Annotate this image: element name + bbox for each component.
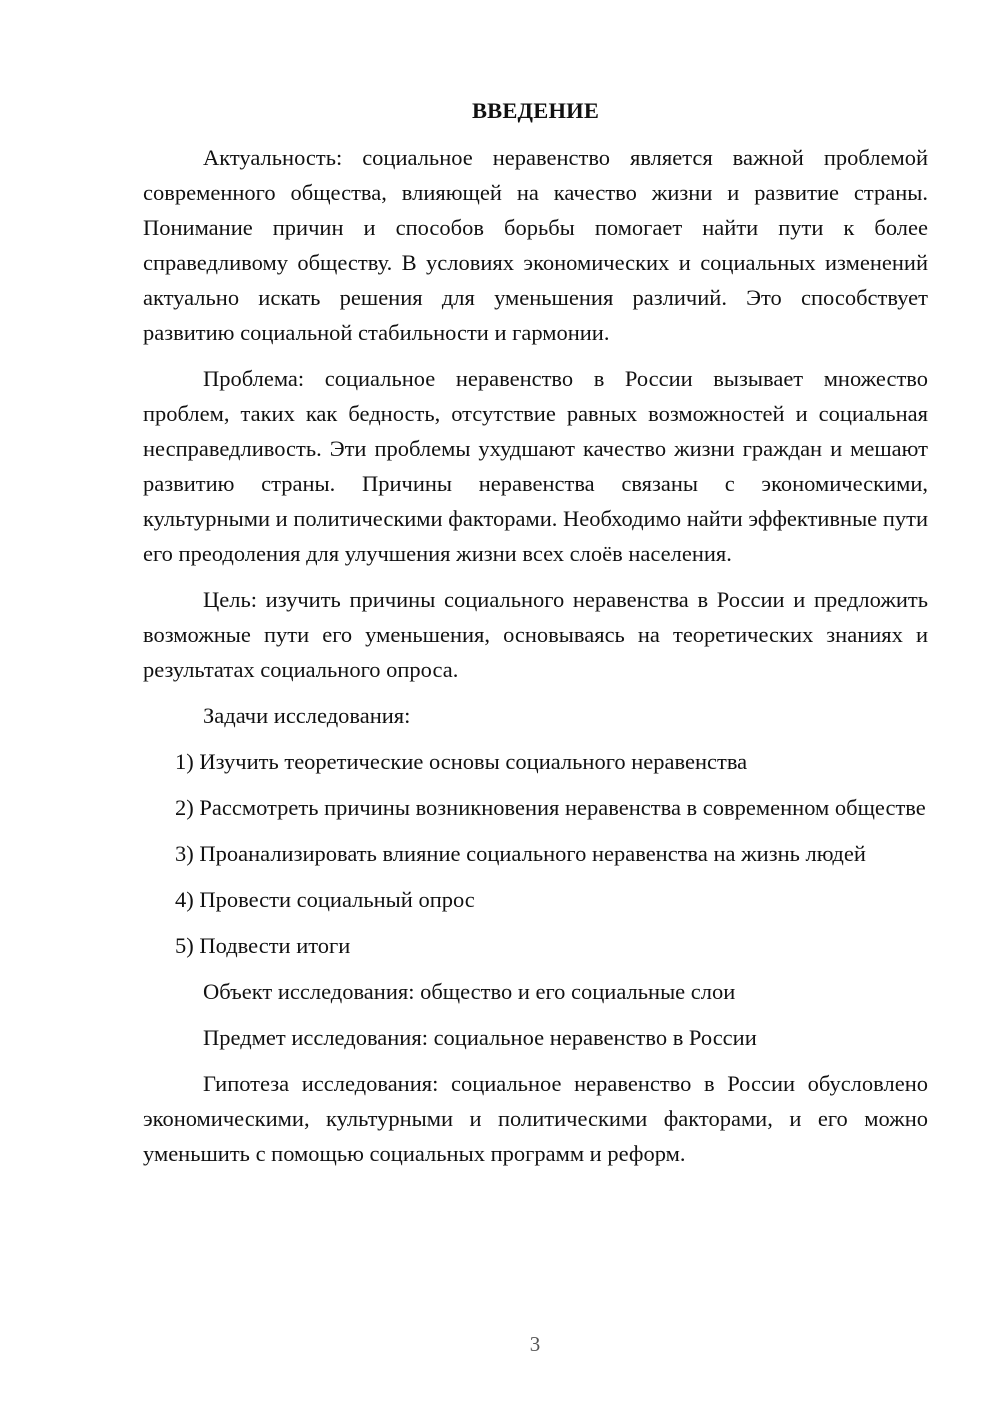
hypothesis-paragraph: Гипотеза исследования: социальное неравенство в России обусловлено экономическими, культурными и политическими факторами, и его можно уменьшить с помощью социальных программ и реформ. — [143, 1071, 928, 1166]
tasks-heading: Задачи исследования: — [203, 703, 411, 728]
goal-paragraph: Цель: изучить причины социального неравенства в России и предложить возможные пути его уменьшения, основываясь на теоретических знаниях и результатах социального опроса. — [143, 587, 928, 682]
object-paragraph: Объект исследования: общество и его социальные слои — [203, 979, 736, 1004]
relevance-paragraph: Актуальность: социальное неравенство является важной проблемой современного общества, влияющей на качество жизни и развитие страны. Понимание причин и способов борьбы помогает найти пути к более справедливому обществу. В условиях экономических и социальных изменений актуально искать решения для уменьшения различий. Это способствует развитию социальной стабильности и гармонии. — [143, 145, 928, 345]
task-item-4: 4) Провести социальный опрос — [175, 887, 475, 912]
task-item-1: 1) Изучить теоретические основы социального неравенства — [175, 749, 748, 774]
page-number: 3 — [529, 1332, 541, 1356]
section-heading: ВВЕДЕНИЕ — [471, 98, 600, 123]
subject-paragraph: Предмет исследования: социальное неравенство в России — [203, 1025, 757, 1050]
task-item-3: 3) Проанализировать влияние социального неравенства на жизнь людей — [175, 841, 866, 866]
document-page — [143, 95, 928, 1182]
task-item-2: 2) Рассмотреть причины возникновения неравенства в современном обществе — [175, 795, 926, 820]
task-item-5: 5) Подвести итоги — [175, 933, 351, 958]
problem-paragraph: Проблема: социальное неравенство в России вызывает множество проблем, таких как бедность, отсутствие равных возможностей и социальная несправедливость. Эти проблемы ухудшают качество жизни граждан и мешают развитию страны. Причины неравенства связаны с экономическими, культурными и политическими факторами. Необходимо найти эффективные пути его преодоления для улучшения жизни всех слоёв населения. — [143, 366, 928, 566]
